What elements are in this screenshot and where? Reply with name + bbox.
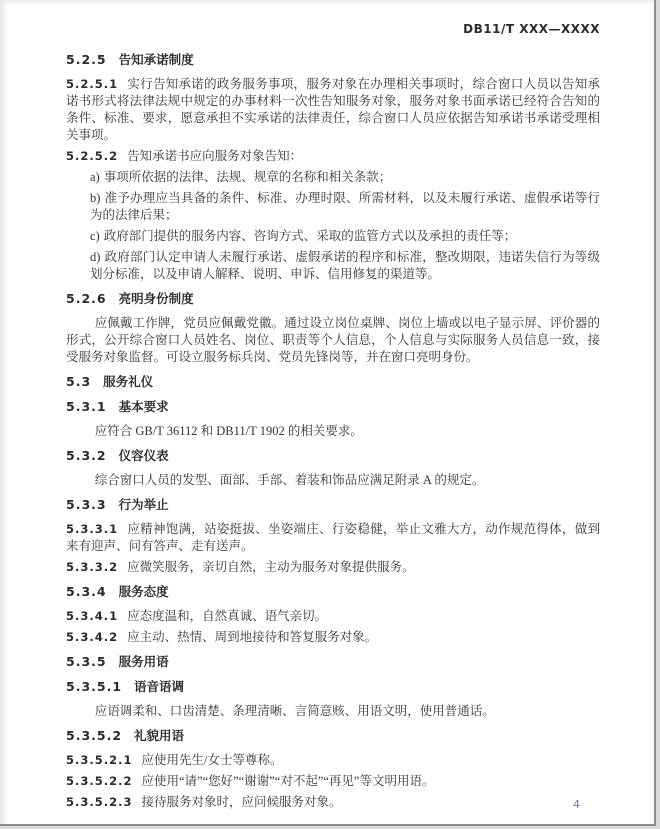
list-label: d) <box>90 250 101 264</box>
clause-5-3-5-2-1 <box>66 752 600 769</box>
list-item-d <box>90 249 600 283</box>
list-text: 政府部门提供的服务内容、咨询方式、采取的监管方式以及承担的责任等； <box>103 229 517 243</box>
section-heading-5-3-4 <box>66 583 600 600</box>
paragraph-5-3-2: 综合窗口人员的发型、面部、手部、着装和饰品应满足附录 A 的规定。 <box>94 473 485 487</box>
list-item-b <box>90 190 600 224</box>
section-heading-5-2-5 <box>66 51 600 68</box>
page-number: 4 <box>573 798 580 811</box>
section-number: 5.3.5.1 <box>66 679 123 694</box>
standard-code-header: DB11/T XXX—XXXX <box>463 22 600 36</box>
section-title: 服务用语 <box>118 654 169 669</box>
list-item-c <box>90 228 600 245</box>
section-title: 行为举止 <box>118 497 169 512</box>
clause-5-3-3-2 <box>66 559 600 576</box>
section-title: 告知承诺制度 <box>118 52 194 67</box>
clause-5-2-5-1 <box>66 76 600 144</box>
section-title: 亮明身份制度 <box>118 291 194 306</box>
clause-text: 应态度温和，自然真诚、语气亲切。 <box>127 609 328 623</box>
section-title: 礼貌用语 <box>134 728 185 743</box>
list-text: 准予办理应当具备的条件、标准、办理时限、所需材料，以及未履行承诺、虚假承诺等行为的法律后果； <box>90 191 600 222</box>
clause-number: 5.3.5.2.3 <box>66 795 133 809</box>
paragraph-5-2-6: 应佩戴工作牌，党员应佩戴党徽。通过设立岗位桌牌、岗位上墙或以电子显示屏、评价器的形式，公开综合窗口人员姓名、岗位、职责等个人信息，个人信息与实际服务人员信息一致，接受服务对象监督。可设立服务标兵岗、党员先锋岗等，并在窗口亮明身份。 <box>66 316 600 364</box>
clause-text: 实行告知承诺的政务服务事项，服务对象在办理相关事项时，综合窗口人员以告知承诺书形式将法律法规中规定的办事材料一次性告知服务对象，服务对象书面承诺已经符合告知的条件、标准、要求，愿意承担不实承诺的法律责任，综合窗口人员应依据告知承诺书承诺受理相关事项。 <box>66 77 600 142</box>
clause-number: 5.2.5.1 <box>66 77 119 91</box>
section-heading-5-3 <box>66 373 600 390</box>
section-heading-5-2-6 <box>66 290 600 307</box>
clause-5-3-3-1 <box>66 521 600 555</box>
paragraph-5-3-1: 应符合 GB/T 36112 和 DB11/T 1902 的相关要求。 <box>94 424 363 438</box>
clause-number: 5.2.5.2 <box>66 149 119 163</box>
section-number: 5.3.5 <box>66 654 107 669</box>
section-heading-5-3-1 <box>66 398 600 415</box>
section-number: 5.3 <box>66 374 92 389</box>
section-number: 5.3.3 <box>66 497 107 512</box>
section-heading-5-3-5-2 <box>66 727 600 744</box>
scan-edge-top <box>0 0 654 5</box>
list-text: 政府部门认定申请人未履行承诺、虚假承诺的程序和标准，整改期限，违诺失信行为等级划分标准，以及申请人解释、说明、申诉、信用修复的渠道等。 <box>90 250 600 281</box>
clause-5-2-5-2 <box>66 148 600 165</box>
section-heading-5-3-2 <box>66 447 600 464</box>
section-number: 5.3.1 <box>66 399 107 414</box>
scan-edge-left <box>0 0 7 824</box>
section-title: 仪容仪表 <box>118 448 169 463</box>
clause-number: 5.3.4.2 <box>66 630 119 644</box>
list-label: a) <box>90 170 100 184</box>
section-heading-5-3-5 <box>66 653 600 670</box>
clause-text: 接待服务对象时，应问候服务对象。 <box>141 795 342 809</box>
section-number: 5.2.6 <box>66 291 107 306</box>
clause-number: 5.3.3.1 <box>66 522 119 536</box>
clause-text: 应精神饱满，站姿挺拔、坐姿端庄、行姿稳健，举止文雅大方，动作规范得体，做到来有迎声、问有答声、走有送声。 <box>66 522 600 553</box>
clause-number: 5.3.4.1 <box>66 609 119 623</box>
section-title: 服务礼仪 <box>103 374 154 389</box>
section-number: 5.3.2 <box>66 448 107 463</box>
clause-text: 告知承诺书应向服务对象告知： <box>127 149 303 163</box>
section-heading-5-3-5-1 <box>66 678 600 695</box>
list-text: 事项所依据的法律、法规、规章的名称和相关条款； <box>103 170 392 184</box>
section-number: 5.2.5 <box>66 52 107 67</box>
list-item-a <box>90 169 600 186</box>
section-number: 5.3.4 <box>66 584 107 599</box>
clause-5-3-5-2-3 <box>66 794 600 811</box>
clause-text: 应使用“请”“您好”“谢谢”“对不起”“再见”等文明用语。 <box>141 774 435 788</box>
clause-number: 5.3.5.2.1 <box>66 753 133 767</box>
page-content <box>66 22 600 815</box>
clause-text: 应主动、热情、周到地接待和答复服务对象。 <box>127 630 378 644</box>
clause-text: 应使用先生/女士等尊称。 <box>141 753 283 767</box>
list-label: b) <box>90 191 101 205</box>
list-label: c) <box>90 229 100 243</box>
paragraph-5-3-5-1: 应语调柔和、口齿清楚、条理清晰、言简意赅、用语文明，使用普通话。 <box>94 704 495 718</box>
section-title: 服务态度 <box>118 584 169 599</box>
clause-text: 应微笑服务，亲切自然，主动为服务对象提供服务。 <box>127 560 415 574</box>
clause-5-3-4-1 <box>66 608 600 625</box>
section-number: 5.3.5.2 <box>66 728 123 743</box>
section-title: 语音语调 <box>134 679 185 694</box>
clause-number: 5.3.5.2.2 <box>66 774 133 788</box>
clause-number: 5.3.3.2 <box>66 560 119 574</box>
clause-5-3-4-2 <box>66 629 600 646</box>
clause-5-3-5-2-2 <box>66 773 600 790</box>
section-heading-5-3-3 <box>66 496 600 513</box>
section-title: 基本要求 <box>118 399 169 414</box>
